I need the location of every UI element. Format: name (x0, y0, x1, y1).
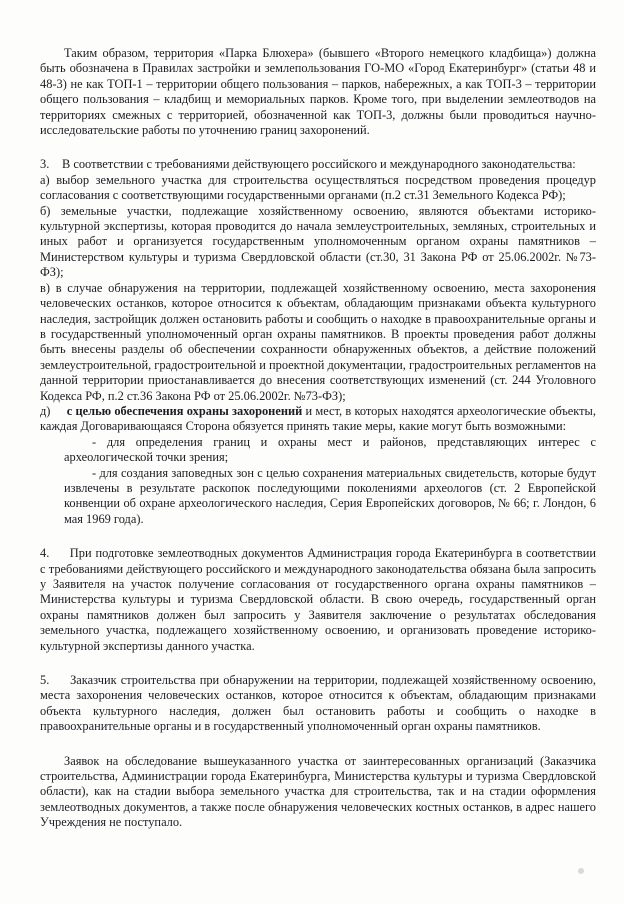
closing-paragraph: Заявок на обследование вышеуказанного участка от заинтересованных организаций (Заказчика строительства, Администрации города Екатеринбурга, Министерства культуры и туризма Свердловской области), как на стадии выбора земельного участка для строительства, так и на стадии оформления землеотводных документов, а также после обнаружения человеческих костных останков, в адрес нашего Учреждения не поступало. (40, 753, 596, 830)
section-3-item-d-bold: с целью обеспечения охраны захоронений (66, 403, 303, 418)
section-3-item-a: а) выбор земельного участка для строительства осуществляться посредством проведения процедур согласования с соответствующими государственными органами (п.2 ст.31 Земельного Кодекса РФ); (40, 172, 596, 203)
section-3-item-v: в) в случае обнаружения на территории, подлежащей хозяйственному освоению, места захоронения человеческих останков, которое относится к объектам, обладающим признаками объекта культурного наследия, застройщик должен остановить работы и сообщить о находке в правоохранительные органы и в государственный уполномоченный орган охраны памятников. В проекты проведения работ должны быть внесены разделы об обеспечении сохранности обнаруженных объектов, а действие положений землеустроительной, градостроительной и проектной документации, градостроительных регламентов на данной территории приостанавливается до внесения соответствующих изменений (ст. 244 Уголовного Кодекса РФ, п.2 ст.36 Закона РФ от 25.06.2002г. №73-ФЗ); (40, 280, 596, 403)
section-5-number: 5. (40, 673, 50, 688)
section-5-text: Заказчик строительства при обнаружении на территории, подлежащей хозяйственному освоению, места захоронения человеческих останков, которое относится к объектам, обладающим признаками объекта культурного наследия, должен был остановить работы и сообщить о находке в правоохранительные органы и в государственный уполномоченный орган охраны памятников. (40, 673, 596, 734)
section-3-lead: В соответствии с требованиями действующего российского и международного законодательства: (62, 157, 576, 172)
section-4-text: При подготовке землеотводных документов Администрация города Екатеринбурга в соответствии с требованиями действующего российского и международного законодательства обязана была запросить у Заявителя на участок получение согласования от государственного органа охраны памятников – Министерства культуры и туризма Свердловской области. В свою очередь, государственный орган охраны памятников должен был запросить у Заявителя заключение о результатах обследования земельного участка, подлежащего хозяйственному освоению, и организовать проведение историко-культурной экспертизы данного участка. (40, 546, 597, 653)
section-3-item-d-rest: и мест, в которых находятся археологические объекты, каждая Договаривающаяся Сторона обязуется принять такие меры, какие могут быть возможными: (40, 403, 596, 434)
section-3-number: 3. (40, 157, 50, 172)
section-3 (40, 157, 596, 527)
section-4 (40, 546, 596, 654)
section-3-bullet-1: - для определения границ и охраны мест и районов, представляющих интерес с археологической точки зрения; (64, 434, 596, 465)
section-5 (40, 673, 596, 735)
section-3-item-b: б) земельные участки, подлежащие хозяйственному освоению, являются объектами историко-культурной экспертизы, которая проводится до начала землеустроительных, земляных, строительных и иных работ и организуется государственным уполномоченным органом охраны памятников – Министерством культуры и туризма Свердловской области (ст.30, 31 Закона РФ от 25.06.2002г. №73-ФЗ); (40, 203, 596, 280)
section-3-bullet-2: - для создания заповедных зон с целью сохранения материальных свидетельств, которые будут извлечены в результате раскопок последующими поколениями археологов (ст. 2 Европейской конвенции об охране археологического наследия, Серия Европейских договоров, № 66; г. Лондон, 6 мая 1969 года). (64, 465, 596, 526)
section-4-number: 4. (40, 546, 50, 561)
page-speck (578, 868, 584, 874)
section-3-item-d-prefix: д) (40, 403, 51, 418)
intro-paragraph: Таким образом, территория «Парка Блюхера» (бывшего «Второго немецкого кладбища») должна быть обозначена в Правилах застройки и землепользования ГО-МО «Город Екатеринбург» (статьи 48 и 48-3) не как ТОП-1 – территории общего пользования – парков, набережных, а как ТОП-3 – территории общего пользования – кладбищ и мемориальных парков. Кроме того, при выделении землеотводов на территориях смежных с территорией, обозначенной как ТОП-3, должны были проводиться научно-исследовательские работы по уточнению границ захоронений. (40, 46, 596, 138)
section-3-item-d (40, 404, 596, 435)
